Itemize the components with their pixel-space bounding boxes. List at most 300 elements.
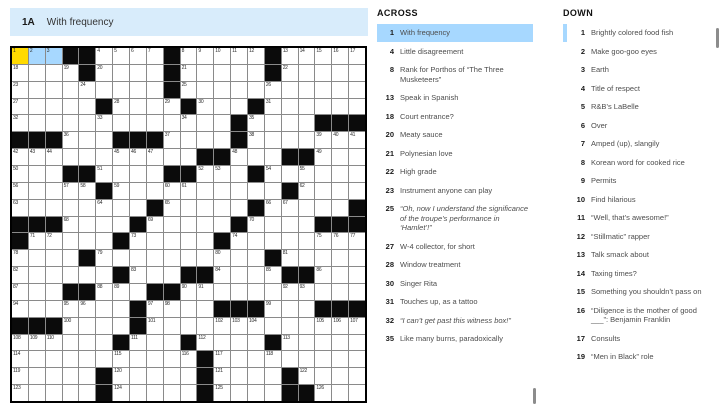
grid-cell[interactable] <box>197 48 213 64</box>
grid-cell[interactable] <box>96 284 112 300</box>
grid-cell[interactable] <box>349 166 365 182</box>
grid-cell[interactable] <box>248 385 264 401</box>
grid-cell[interactable] <box>197 65 213 81</box>
grid-cell[interactable] <box>265 217 281 233</box>
grid-cell[interactable] <box>214 284 230 300</box>
grid-cell[interactable] <box>315 318 331 334</box>
grid-cell[interactable] <box>12 385 28 401</box>
grid-cell[interactable] <box>349 149 365 165</box>
grid-cell[interactable] <box>299 351 315 367</box>
grid-cell[interactable] <box>29 48 45 64</box>
down-clue-7[interactable] <box>571 135 715 153</box>
grid-cell[interactable] <box>315 65 331 81</box>
grid-cell[interactable] <box>96 318 112 334</box>
grid-cell[interactable] <box>197 233 213 249</box>
grid-cell[interactable] <box>29 99 45 115</box>
grid-cell[interactable] <box>349 335 365 351</box>
grid-cell[interactable] <box>46 149 62 165</box>
grid-cell[interactable] <box>12 301 28 317</box>
grid-cell[interactable] <box>214 132 230 148</box>
grid-cell[interactable] <box>130 115 146 131</box>
grid-cell[interactable] <box>248 250 264 266</box>
grid-cell[interactable] <box>12 200 28 216</box>
grid-cell[interactable] <box>197 200 213 216</box>
grid-cell[interactable] <box>46 267 62 283</box>
grid-cell[interactable] <box>265 115 281 131</box>
grid-cell[interactable] <box>299 250 315 266</box>
grid-cell[interactable] <box>12 115 28 131</box>
grid-cell[interactable] <box>147 115 163 131</box>
grid-cell[interactable] <box>96 48 112 64</box>
grid-cell[interactable] <box>181 82 197 98</box>
grid-cell[interactable] <box>332 318 348 334</box>
across-clue-4[interactable] <box>377 43 533 61</box>
grid-cell[interactable] <box>315 132 331 148</box>
grid-cell[interactable] <box>12 99 28 115</box>
grid-cell[interactable] <box>197 284 213 300</box>
grid-cell[interactable] <box>12 335 28 351</box>
grid-cell[interactable] <box>197 132 213 148</box>
grid-cell[interactable] <box>113 200 129 216</box>
grid-cell[interactable] <box>12 166 28 182</box>
grid-cell[interactable] <box>332 82 348 98</box>
down-clue-16[interactable] <box>571 302 715 329</box>
grid-cell[interactable] <box>315 250 331 266</box>
down-clue-4[interactable] <box>571 80 715 98</box>
across-clue-23[interactable] <box>377 182 533 200</box>
grid-cell[interactable] <box>315 166 331 182</box>
grid-cell[interactable] <box>248 217 264 233</box>
grid-cell[interactable] <box>265 233 281 249</box>
grid-cell[interactable] <box>164 301 180 317</box>
grid-cell[interactable] <box>315 233 331 249</box>
grid-cell[interactable] <box>181 351 197 367</box>
across-clue-27[interactable] <box>377 238 533 256</box>
grid-cell[interactable] <box>46 301 62 317</box>
grid-cell[interactable] <box>332 267 348 283</box>
grid-cell[interactable] <box>46 284 62 300</box>
grid-cell[interactable] <box>63 233 79 249</box>
grid-cell[interactable] <box>282 65 298 81</box>
grid-cell[interactable] <box>265 183 281 199</box>
grid-cell[interactable] <box>147 335 163 351</box>
grid-cell[interactable] <box>164 385 180 401</box>
grid-cell[interactable] <box>231 351 247 367</box>
grid-cell[interactable] <box>147 233 163 249</box>
grid-cell[interactable] <box>282 335 298 351</box>
grid-cell[interactable] <box>349 99 365 115</box>
grid-cell[interactable] <box>315 385 331 401</box>
grid-cell[interactable] <box>79 99 95 115</box>
grid-cell[interactable] <box>299 318 315 334</box>
grid-cell[interactable] <box>265 149 281 165</box>
grid-cell[interactable] <box>96 351 112 367</box>
grid-cell[interactable] <box>29 115 45 131</box>
grid-cell[interactable] <box>248 132 264 148</box>
grid-cell[interactable] <box>248 149 264 165</box>
grid-cell[interactable] <box>79 82 95 98</box>
grid-cell[interactable] <box>248 351 264 367</box>
grid-cell[interactable] <box>299 200 315 216</box>
grid-cell[interactable] <box>12 65 28 81</box>
grid-cell[interactable] <box>130 233 146 249</box>
grid-cell[interactable] <box>299 217 315 233</box>
grid-cell[interactable] <box>164 115 180 131</box>
across-clue-22[interactable] <box>377 163 533 181</box>
grid-cell[interactable] <box>12 149 28 165</box>
grid-cell[interactable] <box>315 200 331 216</box>
grid-cell[interactable] <box>12 368 28 384</box>
grid-cell[interactable] <box>248 318 264 334</box>
grid-cell[interactable] <box>282 48 298 64</box>
grid-cell[interactable] <box>96 82 112 98</box>
grid-cell[interactable] <box>332 149 348 165</box>
grid-cell[interactable] <box>46 335 62 351</box>
grid-cell[interactable] <box>231 368 247 384</box>
grid-cell[interactable] <box>63 301 79 317</box>
grid-cell[interactable] <box>79 368 95 384</box>
grid-cell[interactable] <box>181 149 197 165</box>
grid-cell[interactable] <box>113 65 129 81</box>
across-clue-20[interactable] <box>377 126 533 144</box>
grid-cell[interactable] <box>332 368 348 384</box>
grid-cell[interactable] <box>29 335 45 351</box>
grid-cell[interactable] <box>214 368 230 384</box>
grid-cell[interactable] <box>349 48 365 64</box>
grid-cell[interactable] <box>63 335 79 351</box>
grid-cell[interactable] <box>181 233 197 249</box>
grid-cell[interactable] <box>29 267 45 283</box>
across-clue-28[interactable] <box>377 256 533 274</box>
grid-cell[interactable] <box>130 65 146 81</box>
grid-cell[interactable] <box>29 82 45 98</box>
grid-cell[interactable] <box>164 368 180 384</box>
down-clue-17[interactable] <box>571 330 715 348</box>
down-clue-2[interactable] <box>571 43 715 61</box>
grid-cell[interactable] <box>130 149 146 165</box>
grid-cell[interactable] <box>147 82 163 98</box>
grid-cell[interactable] <box>231 318 247 334</box>
grid-cell[interactable] <box>197 250 213 266</box>
grid-cell[interactable] <box>147 99 163 115</box>
grid-cell[interactable] <box>197 318 213 334</box>
grid-cell[interactable] <box>282 318 298 334</box>
grid-cell[interactable] <box>214 250 230 266</box>
grid-cell[interactable] <box>214 82 230 98</box>
grid-cell[interactable] <box>46 250 62 266</box>
grid-cell[interactable] <box>164 267 180 283</box>
across-clue-8[interactable] <box>377 61 533 88</box>
grid-cell[interactable] <box>265 132 281 148</box>
grid-cell[interactable] <box>63 318 79 334</box>
grid-cell[interactable] <box>164 99 180 115</box>
grid-cell[interactable] <box>299 233 315 249</box>
grid-cell[interactable] <box>113 351 129 367</box>
grid-cell[interactable] <box>63 385 79 401</box>
grid-cell[interactable] <box>29 233 45 249</box>
grid-cell[interactable] <box>332 200 348 216</box>
grid-cell[interactable] <box>181 301 197 317</box>
grid-cell[interactable] <box>63 217 79 233</box>
grid-cell[interactable] <box>29 351 45 367</box>
grid-cell[interactable] <box>332 284 348 300</box>
grid-cell[interactable] <box>332 233 348 249</box>
grid-cell[interactable] <box>349 284 365 300</box>
grid-cell[interactable] <box>12 284 28 300</box>
grid-cell[interactable] <box>46 115 62 131</box>
grid-cell[interactable] <box>299 166 315 182</box>
grid-cell[interactable] <box>332 65 348 81</box>
grid-cell[interactable] <box>282 217 298 233</box>
grid-cell[interactable] <box>181 318 197 334</box>
grid-cell[interactable] <box>96 267 112 283</box>
grid-cell[interactable] <box>214 200 230 216</box>
grid-cell[interactable] <box>231 267 247 283</box>
grid-cell[interactable] <box>113 166 129 182</box>
grid-cell[interactable] <box>113 82 129 98</box>
grid-cell[interactable] <box>96 115 112 131</box>
grid-cell[interactable] <box>265 318 281 334</box>
grid-cell[interactable] <box>197 115 213 131</box>
grid-cell[interactable] <box>12 48 28 64</box>
grid-cell[interactable] <box>282 82 298 98</box>
down-clue-8[interactable] <box>571 154 715 172</box>
grid-cell[interactable] <box>248 48 264 64</box>
grid-cell[interactable] <box>130 82 146 98</box>
grid-cell[interactable] <box>282 351 298 367</box>
grid-cell[interactable] <box>265 368 281 384</box>
down-clue-13[interactable] <box>571 246 715 264</box>
grid-cell[interactable] <box>63 368 79 384</box>
grid-cell[interactable] <box>332 166 348 182</box>
down-clue-14[interactable] <box>571 265 715 283</box>
grid-cell[interactable] <box>29 183 45 199</box>
grid-cell[interactable] <box>282 166 298 182</box>
across-clue-35[interactable] <box>377 330 533 348</box>
down-list-scrollbar[interactable] <box>716 28 719 48</box>
grid-cell[interactable] <box>231 149 247 165</box>
grid-cell[interactable] <box>197 335 213 351</box>
grid-cell[interactable] <box>299 301 315 317</box>
grid-cell[interactable] <box>299 65 315 81</box>
grid-cell[interactable] <box>79 335 95 351</box>
grid-cell[interactable] <box>164 318 180 334</box>
grid-cell[interactable] <box>79 183 95 199</box>
grid-cell[interactable] <box>349 385 365 401</box>
grid-cell[interactable] <box>29 284 45 300</box>
grid-cell[interactable] <box>79 200 95 216</box>
grid-cell[interactable] <box>164 250 180 266</box>
grid-cell[interactable] <box>299 82 315 98</box>
grid-cell[interactable] <box>96 250 112 266</box>
grid-cell[interactable] <box>181 65 197 81</box>
grid-cell[interactable] <box>265 166 281 182</box>
grid-cell[interactable] <box>299 48 315 64</box>
grid-cell[interactable] <box>96 149 112 165</box>
grid-cell[interactable] <box>214 335 230 351</box>
grid-cell[interactable] <box>12 267 28 283</box>
grid-cell[interactable] <box>147 250 163 266</box>
grid-cell[interactable] <box>299 183 315 199</box>
grid-cell[interactable] <box>349 318 365 334</box>
grid-cell[interactable] <box>349 82 365 98</box>
down-clue-19[interactable] <box>571 348 715 366</box>
grid-cell[interactable] <box>248 335 264 351</box>
grid-cell[interactable] <box>130 284 146 300</box>
grid-cell[interactable] <box>63 132 79 148</box>
grid-cell[interactable] <box>282 115 298 131</box>
grid-cell[interactable] <box>113 301 129 317</box>
grid-cell[interactable] <box>113 385 129 401</box>
grid-cell[interactable] <box>164 200 180 216</box>
grid-cell[interactable] <box>147 368 163 384</box>
grid-cell[interactable] <box>79 233 95 249</box>
grid-cell[interactable] <box>214 48 230 64</box>
grid-cell[interactable] <box>46 48 62 64</box>
grid-cell[interactable] <box>231 65 247 81</box>
grid-cell[interactable] <box>130 250 146 266</box>
grid-cell[interactable] <box>63 99 79 115</box>
down-clue-12[interactable] <box>571 228 715 246</box>
grid-cell[interactable] <box>315 48 331 64</box>
grid-cell[interactable] <box>248 284 264 300</box>
grid-cell[interactable] <box>130 166 146 182</box>
grid-cell[interactable] <box>332 250 348 266</box>
grid-cell[interactable] <box>315 82 331 98</box>
grid-cell[interactable] <box>63 183 79 199</box>
grid-cell[interactable] <box>349 250 365 266</box>
grid-cell[interactable] <box>332 385 348 401</box>
down-clue-6[interactable] <box>571 117 715 135</box>
grid-cell[interactable] <box>349 351 365 367</box>
down-clue-15[interactable] <box>571 283 715 301</box>
grid-cell[interactable] <box>113 115 129 131</box>
grid-cell[interactable] <box>113 99 129 115</box>
grid-cell[interactable] <box>29 368 45 384</box>
grid-cell[interactable] <box>248 368 264 384</box>
grid-cell[interactable] <box>113 284 129 300</box>
grid-cell[interactable] <box>299 132 315 148</box>
grid-cell[interactable] <box>265 284 281 300</box>
grid-cell[interactable] <box>29 250 45 266</box>
down-clue-11[interactable] <box>571 209 715 227</box>
grid-cell[interactable] <box>29 385 45 401</box>
grid-cell[interactable] <box>29 301 45 317</box>
grid-cell[interactable] <box>181 385 197 401</box>
across-list-scrollbar[interactable] <box>533 388 536 404</box>
grid-cell[interactable] <box>46 368 62 384</box>
grid-cell[interactable] <box>282 233 298 249</box>
grid-cell[interactable] <box>147 301 163 317</box>
grid-cell[interactable] <box>181 48 197 64</box>
grid-cell[interactable] <box>181 217 197 233</box>
grid-cell[interactable] <box>231 284 247 300</box>
grid-cell[interactable] <box>113 217 129 233</box>
grid-cell[interactable] <box>181 115 197 131</box>
grid-cell[interactable] <box>46 99 62 115</box>
grid-cell[interactable] <box>231 200 247 216</box>
grid-cell[interactable] <box>164 217 180 233</box>
grid-cell[interactable] <box>349 132 365 148</box>
grid-cell[interactable] <box>214 115 230 131</box>
grid-cell[interactable] <box>315 267 331 283</box>
grid-cell[interactable] <box>214 166 230 182</box>
grid-cell[interactable] <box>332 48 348 64</box>
grid-cell[interactable] <box>147 351 163 367</box>
grid-cell[interactable] <box>46 183 62 199</box>
grid-cell[interactable] <box>79 115 95 131</box>
grid-cell[interactable] <box>12 82 28 98</box>
grid-cell[interactable] <box>113 183 129 199</box>
grid-cell[interactable] <box>197 82 213 98</box>
grid-cell[interactable] <box>147 48 163 64</box>
grid-cell[interactable] <box>46 200 62 216</box>
grid-cell[interactable] <box>181 284 197 300</box>
grid-cell[interactable] <box>63 115 79 131</box>
grid-cell[interactable] <box>214 183 230 199</box>
grid-cell[interactable] <box>130 368 146 384</box>
grid-cell[interactable] <box>130 385 146 401</box>
grid-cell[interactable] <box>147 318 163 334</box>
grid-cell[interactable] <box>332 99 348 115</box>
grid-cell[interactable] <box>63 250 79 266</box>
grid-cell[interactable] <box>96 217 112 233</box>
grid-cell[interactable] <box>46 82 62 98</box>
grid-cell[interactable] <box>299 284 315 300</box>
grid-cell[interactable] <box>265 82 281 98</box>
grid-cell[interactable] <box>46 351 62 367</box>
grid-cell[interactable] <box>130 267 146 283</box>
across-clue-31[interactable] <box>377 293 533 311</box>
grid-cell[interactable] <box>248 233 264 249</box>
grid-cell[interactable] <box>214 99 230 115</box>
grid-cell[interactable] <box>46 233 62 249</box>
grid-cell[interactable] <box>214 217 230 233</box>
grid-cell[interactable] <box>231 233 247 249</box>
grid-cell[interactable] <box>214 385 230 401</box>
grid-cell[interactable] <box>46 166 62 182</box>
current-clue-bar[interactable] <box>10 8 368 36</box>
grid-cell[interactable] <box>181 250 197 266</box>
grid-cell[interactable] <box>282 284 298 300</box>
grid-cell[interactable] <box>96 335 112 351</box>
grid-cell[interactable] <box>265 200 281 216</box>
grid-cell[interactable] <box>282 250 298 266</box>
grid-cell[interactable] <box>282 99 298 115</box>
grid-cell[interactable] <box>197 301 213 317</box>
grid-cell[interactable] <box>231 48 247 64</box>
grid-cell[interactable] <box>63 65 79 81</box>
grid-cell[interactable] <box>63 82 79 98</box>
grid-cell[interactable] <box>130 48 146 64</box>
grid-cell[interactable] <box>231 166 247 182</box>
grid-cell[interactable] <box>164 351 180 367</box>
grid-cell[interactable] <box>164 132 180 148</box>
grid-cell[interactable] <box>29 149 45 165</box>
grid-cell[interactable] <box>113 149 129 165</box>
grid-cell[interactable] <box>63 351 79 367</box>
grid-cell[interactable] <box>197 166 213 182</box>
grid-cell[interactable] <box>164 149 180 165</box>
across-clue-18[interactable] <box>377 108 533 126</box>
grid-cell[interactable] <box>181 368 197 384</box>
grid-cell[interactable] <box>79 301 95 317</box>
grid-cell[interactable] <box>231 82 247 98</box>
grid-cell[interactable] <box>332 335 348 351</box>
grid-cell[interactable] <box>214 318 230 334</box>
grid-cell[interactable] <box>282 301 298 317</box>
grid-cell[interactable] <box>96 200 112 216</box>
